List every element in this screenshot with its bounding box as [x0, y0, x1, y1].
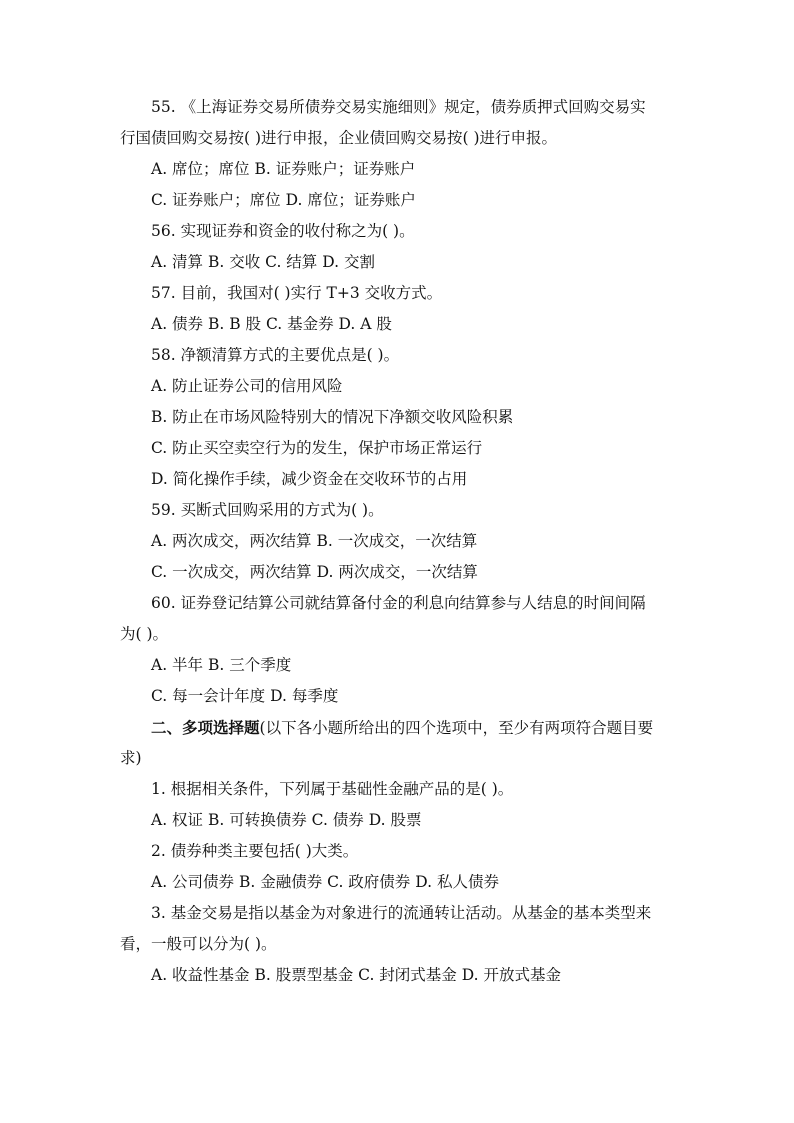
question-60-options-cd: C. 每一会计年度 D. 每季度 — [151, 687, 339, 705]
question-58-stem: 58. 净额清算方式的主要优点是( )。 — [151, 346, 400, 364]
mc-question-1-options: A. 权证 B. 可转换债券 C. 债券 D. 股票 — [151, 811, 422, 829]
question-58-option-b: B. 防止在市场风险特别大的情况下净额交收风险积累 — [151, 408, 514, 426]
section-heading-line — [120, 712, 675, 743]
mc-question-3-stem: 3. 基金交易是指以基金为对象进行的流通转让活动。从基金的基本类型来 — [151, 904, 652, 922]
question-59-options-cd: C. 一次成交，两次结算 D. 两次成交，一次结算 — [151, 563, 478, 581]
question-60-options-ab: A. 半年 B. 三个季度 — [151, 656, 292, 674]
question-56-options: A. 清算 B. 交收 C. 结算 D. 交割 — [151, 253, 375, 271]
mc-question-3-stem-continued: 看，一般可以分为( )。 — [120, 935, 277, 953]
question-58-option-d: D. 简化操作手续，减少资金在交收环节的占用 — [151, 470, 468, 488]
question-57-stem: 57. 目前，我国对( )实行 T+3 交收方式。 — [151, 284, 443, 302]
question-59-stem: 59. 买断式回购采用的方式为( )。 — [151, 501, 384, 519]
mc-question-2-options: A. 公司债券 B. 金融债券 C. 政府债券 D. 私人债券 — [151, 873, 499, 891]
question-55-options-ab: A. 席位；席位 B. 证券账户；证券账户 — [151, 160, 416, 178]
document-body — [120, 92, 675, 991]
mc-question-2-stem: 2. 债券种类主要包括( )大类。 — [151, 842, 359, 860]
question-57-options: A. 债券 B. B 股 C. 基金券 D. A 股 — [151, 315, 392, 333]
mc-question-1-stem: 1. 根据相关条件，下列属于基础性金融产品的是( )。 — [151, 780, 514, 798]
section-instruction: (以下各小题所给出的四个选项中，至少有两项符合题目要 — [259, 719, 654, 737]
question-59-options-ab: A. 两次成交，两次结算 B. 一次成交，一次结算 — [151, 532, 478, 550]
question-55-stem-continued: 行国债回购交易按( )进行申报，企业债回购交易按( )进行申报。 — [120, 129, 558, 147]
section-instruction-continued: 求) — [120, 749, 142, 767]
question-58-option-c: C. 防止买空卖空行为的发生，保护市场正常运行 — [151, 439, 483, 457]
question-58-option-a: A. 防止证券公司的信用风险 — [151, 377, 343, 395]
question-60-stem-continued: 为( )。 — [120, 625, 169, 643]
question-55-stem: 55. 《上海证券交易所债券交易实施细则》规定，债券质押式回购交易实 — [151, 98, 646, 116]
question-60-stem: 60. 证券登记结算公司就结算备付金的利息向结算参与人结息的时间间隔 — [151, 594, 646, 612]
mc-question-3-options: A. 收益性基金 B. 股票型基金 C. 封闭式基金 D. 开放式基金 — [151, 966, 561, 984]
section-heading: 二、多项选择题 — [151, 718, 260, 737]
question-56-stem: 56. 实现证券和资金的收付称之为( )。 — [151, 222, 415, 240]
question-55-options-cd: C. 证券账户；席位 D. 席位；证券账户 — [151, 191, 416, 209]
